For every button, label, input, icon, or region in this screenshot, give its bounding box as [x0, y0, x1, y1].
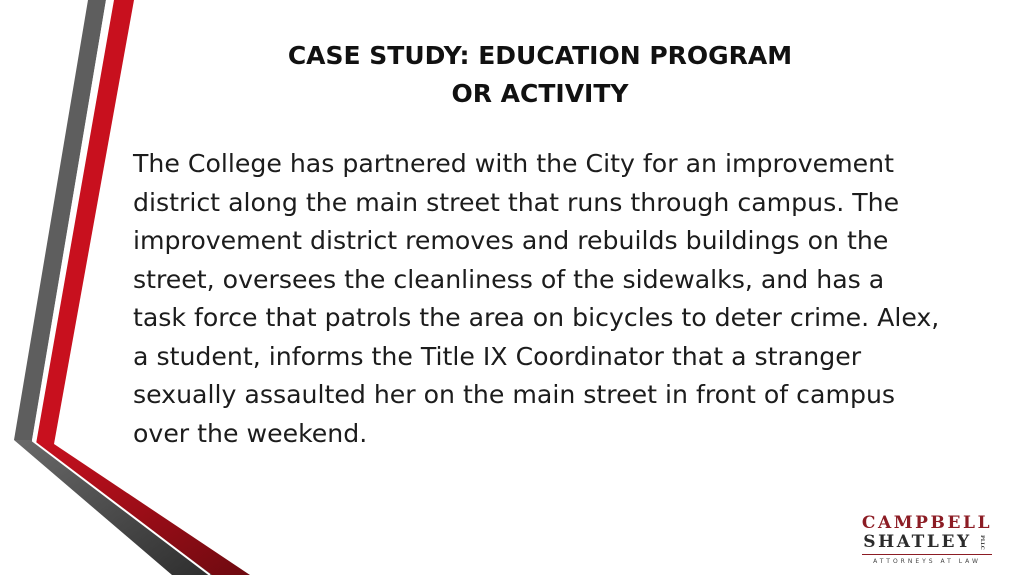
logo-suffix: PLLC [978, 535, 985, 550]
logo-line1: CAMPBELL [861, 513, 993, 533]
logo-line2-text: SHATLEY [863, 532, 972, 552]
logo-line2 [860, 533, 994, 552]
slide-body: The College has partnered with the City for an improvement district along the main street that runs through campus. The improvement district removes and rebuilds buildings on the street, oversees the cleanliness of the sidewalks, and has a task force that patrols the area on bicycles to deter crime. Alex, a student, informs the Title IX Coordinator that a stranger sexually assaulted her on the main street in front of campus over the weekend. [133, 149, 940, 448]
logo-divider [862, 554, 992, 555]
campbell-shatley-logo [860, 514, 994, 566]
logo-tagline: ATTORNEYS AT LAW [873, 558, 981, 565]
red-stripe-lower [36, 444, 250, 575]
slide-title-line2: OR ACTIVITY [451, 79, 629, 108]
slide-title-line1: CASE STUDY: EDUCATION PROGRAM [287, 41, 793, 70]
slide-title [240, 37, 840, 113]
